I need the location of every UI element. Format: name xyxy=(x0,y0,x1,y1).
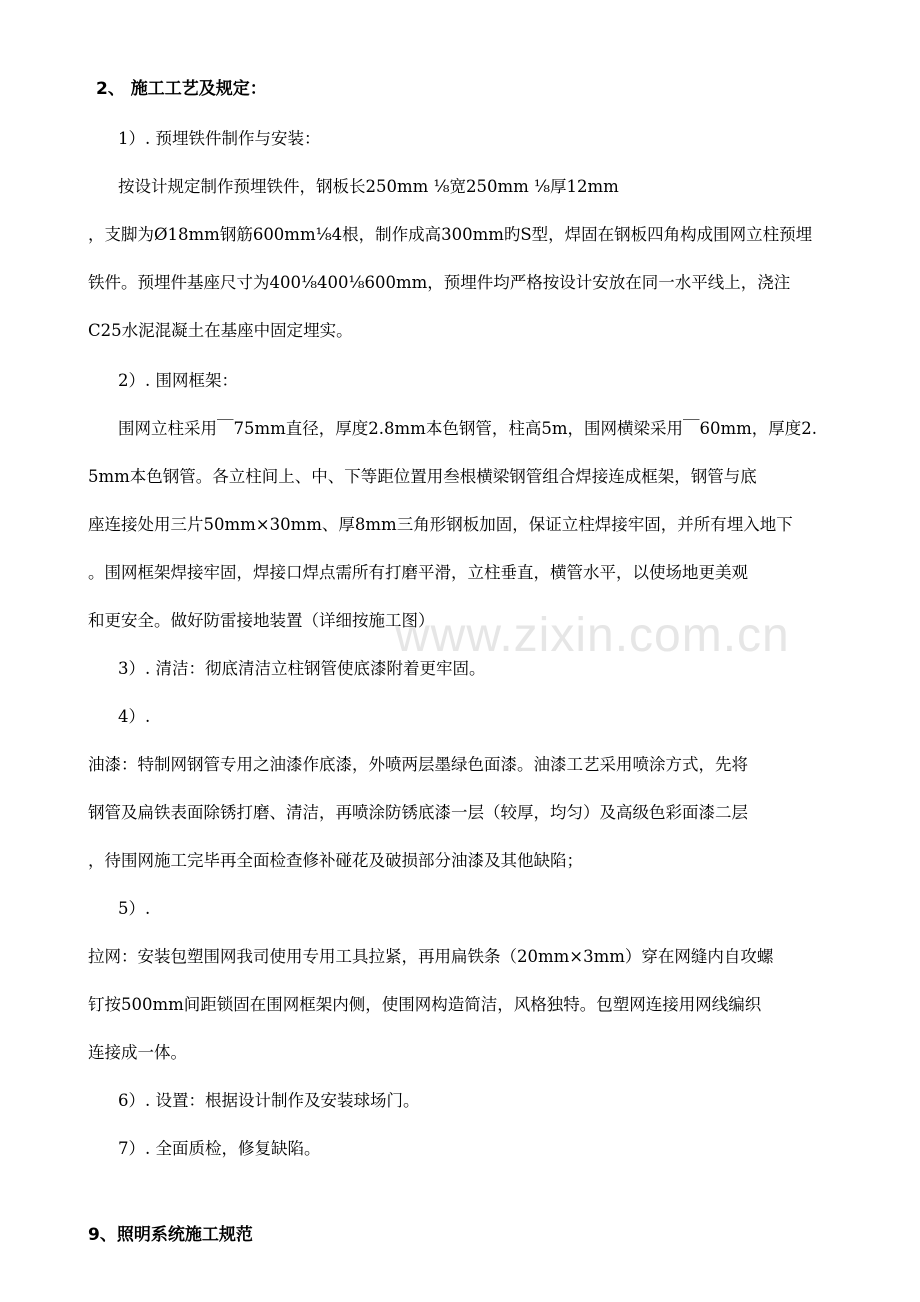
item-3-title: 3）. 清洁：彻底清洁立柱钢管使底漆附着更牢固。 xyxy=(118,659,486,678)
item-6-title: 6）. 设置：根据设计制作及安装球场门。 xyxy=(118,1091,420,1110)
paragraph-line: 围网立柱采用￣75mm直径，厚度2.8mm本色钢管，柱高5m，围网横梁采用￣60mm，厚度2. xyxy=(118,419,817,438)
paragraph-line: 钉按500mm间距锁固在围网框架内侧，使围网构造简洁，风格独特。包塑网连接用网线编织 xyxy=(88,995,762,1014)
paragraph-line: 座连接处用三片50mm×30mm、厚8mm三角形钢板加固，保证立柱焊接牢固，并所有埋入地下 xyxy=(88,515,793,534)
watermark: www.zixin.com.cn xyxy=(395,609,790,662)
paragraph-line: 连接成一体。 xyxy=(88,1043,187,1062)
paragraph-line: ，待围网施工完毕再全面检查修补碰花及破损部分油漆及其他缺陷； xyxy=(88,851,583,870)
section-heading-lighting: 9、照明系统施工规范 xyxy=(88,1225,253,1245)
item-1-title: 1）. 预埋铁件制作与安装： xyxy=(118,129,321,148)
paragraph-line: 铁件。预埋件基座尺寸为400⅛400⅛600mm，预埋件均严格按设计安放在同一水平线上，浇注 xyxy=(88,273,791,292)
item-5-title: 5）. xyxy=(118,899,151,918)
section-heading-construction: 2、 施工工艺及规定： xyxy=(96,79,267,99)
paragraph-line: 和更安全。做好防雷接地装置（详细按施工图） xyxy=(88,611,435,630)
paragraph-line: 。围网框架焊接牢固，焊接口焊点需所有打磨平滑，立柱垂直，横管水平，以使场地更美观 xyxy=(88,563,748,582)
item-2-title: 2）. 围网框架： xyxy=(118,371,238,390)
paragraph-line: 5mm本色钢管。各立柱间上、中、下等距位置用叁根横梁钢管组合焊接连成框架，钢管与底 xyxy=(88,467,757,486)
paragraph-line: 拉网：安装包塑围网我司使用专用工具拉紧，再用扁铁条（20mm×3mm）穿在网缝内自攻螺 xyxy=(88,947,774,966)
paragraph-line: ，支脚为Ø18mm钢筋600mm⅛4根，制作成高300mm旳S型，焊固在钢板四角构成围网立柱预埋 xyxy=(88,225,813,244)
paragraph-line: 油漆：特制网钢管专用之油漆作底漆，外喷两层墨绿色面漆。油漆工艺采用喷涂方式，先将 xyxy=(88,755,748,774)
item-7-title: 7）. 全面质检，修复缺陷。 xyxy=(118,1139,321,1158)
paragraph-line: 钢管及扁铁表面除锈打磨、清洁，再喷涂防锈底漆一层（较厚，均匀）及高级色彩面漆二层 xyxy=(88,803,748,822)
item-4-title: 4）. xyxy=(118,707,151,726)
paragraph-line: 按设计规定制作预埋铁件，钢板长250mm ⅛宽250mm ⅛厚12mm xyxy=(118,177,619,196)
paragraph-line: C25水泥混凝土在基座中固定埋实。 xyxy=(88,321,353,340)
